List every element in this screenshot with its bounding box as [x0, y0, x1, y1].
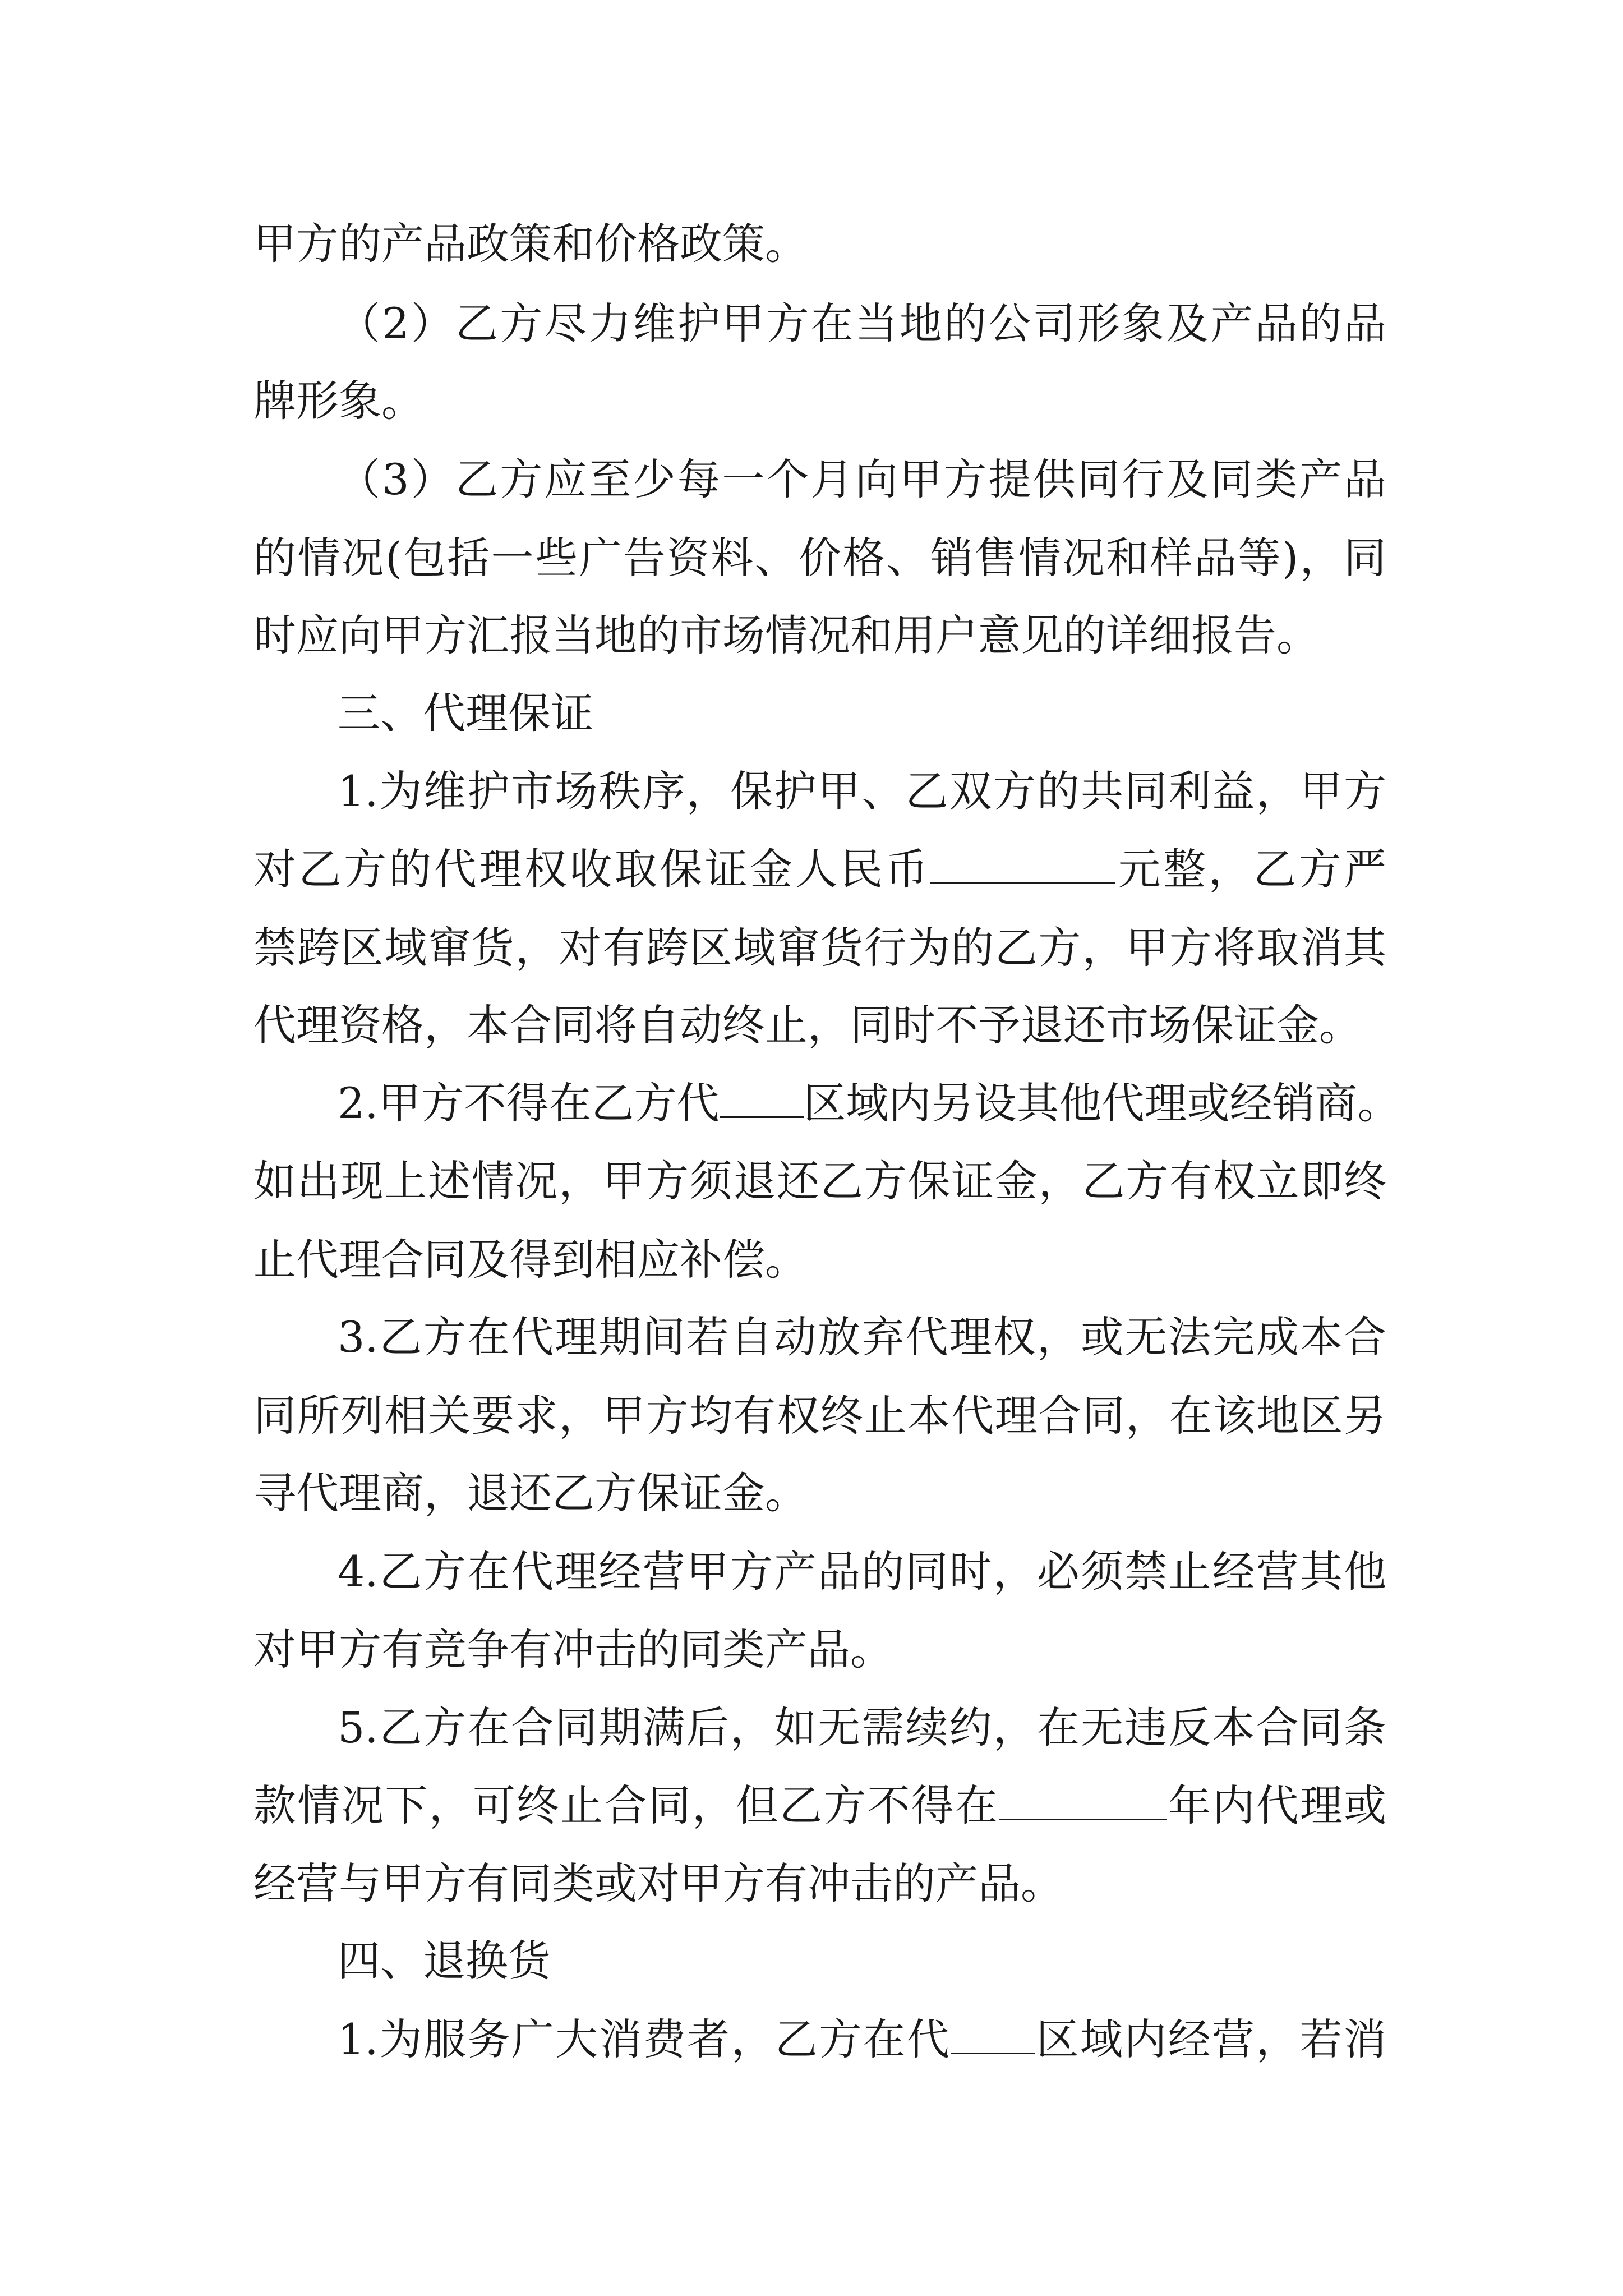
fill-in-blank[interactable] — [999, 1779, 1167, 1820]
fill-in-blank[interactable] — [951, 2013, 1035, 2054]
text-span: 1.为维护市场秩序，保护甲、乙双方的共同利益，甲方 — [338, 766, 1386, 816]
text-span: 元整，乙方严 — [1115, 844, 1387, 894]
paragraph-line — [253, 920, 1386, 976]
text-span: 四、退换货 — [338, 1936, 551, 1986]
text-span: 对乙方的代理权收取保证金人民币 — [253, 844, 931, 894]
text-span: 款情况下，可终止合同，但乙方不得在 — [253, 1780, 999, 1830]
paragraph-line — [338, 452, 1386, 508]
text-span: 牌形象。 — [253, 376, 424, 426]
paragraph-line — [253, 997, 1386, 1053]
text-span: 同所列相关要求，甲方均有权终止本代理合同，在该地区另 — [253, 1391, 1386, 1441]
text-span: （3）乙方应至少每一个月向甲方提供同行及同类产品 — [338, 454, 1386, 504]
paragraph-line — [253, 216, 1386, 272]
fill-in-blank[interactable] — [720, 1077, 804, 1118]
paragraph-line — [338, 296, 1386, 352]
text-span: 3.乙方在代理期间若自动放弃代理权，或无法完成本合 — [338, 1312, 1386, 1362]
text-span: 4.乙方在代理经营甲方产品的同时，必须禁止经营其他 — [338, 1547, 1386, 1596]
fill-in-blank[interactable] — [930, 843, 1115, 884]
paragraph-line — [338, 2012, 1386, 2068]
text-span: 如出现上述情况，甲方须退还乙方保证金，乙方有权立即终 — [253, 1156, 1386, 1206]
text-span: 2.甲方不得在乙方代 — [338, 1078, 720, 1128]
text-span: 禁跨区域窜货，对有跨区域窜货行为的乙方，甲方将取消其 — [253, 923, 1386, 973]
text-span: 代理资格，本合同将自动终止，同时不予退还市场保证金。 — [253, 1000, 1362, 1050]
section-heading — [338, 1933, 1386, 1989]
text-span: 时应向甲方汇报当地的市场情况和用户意见的详细报告。 — [253, 610, 1319, 660]
paragraph-line — [338, 1700, 1386, 1756]
paragraph-line — [338, 763, 1386, 820]
paragraph-line — [253, 608, 1386, 664]
text-span: 区域内经营，若消 — [1035, 2014, 1387, 2064]
text-span: （2）乙方尽力维护甲方在当地的公司形象及产品的品 — [338, 298, 1386, 348]
text-span: 三、代理保证 — [338, 688, 593, 738]
paragraph-line — [253, 373, 1386, 429]
paragraph-line — [253, 1232, 1386, 1288]
text-span: 5.乙方在合同期满后，如无需续约，在无违反本合同条 — [338, 1703, 1386, 1752]
paragraph-line — [253, 1388, 1386, 1444]
paragraph-line — [253, 1778, 1386, 1834]
text-span: 年内代理或 — [1167, 1780, 1387, 1830]
paragraph-line — [253, 841, 1386, 898]
paragraph-line — [253, 1153, 1386, 1209]
text-span: 的情况(包括一些广告资料、价格、销售情况和样品等)，同 — [253, 533, 1386, 583]
paragraph-line — [338, 1544, 1386, 1600]
paragraph-line — [253, 1465, 1386, 1521]
paragraph-line — [338, 1309, 1386, 1365]
text-span: 经营与甲方有同类或对甲方有冲击的产品。 — [253, 1858, 1063, 1908]
paragraph-line — [253, 1622, 1386, 1678]
paragraph-line — [253, 1856, 1386, 1912]
text-span: 区域内另设其他代理或经销商。 — [803, 1078, 1400, 1128]
text-span: 止代理合同及得到相应补偿。 — [253, 1235, 808, 1285]
text-span: 对甲方有竞争有冲击的同类产品。 — [253, 1625, 893, 1674]
paragraph-line — [253, 530, 1386, 586]
text-span: 甲方的产品政策和价格政策。 — [253, 219, 808, 269]
paragraph-line — [338, 1075, 1400, 1131]
text-span: 1.为服务广大消费者，乙方在代 — [338, 2014, 951, 2064]
text-span: 寻代理商，退还乙方保证金。 — [253, 1468, 808, 1518]
section-heading — [338, 685, 1386, 742]
